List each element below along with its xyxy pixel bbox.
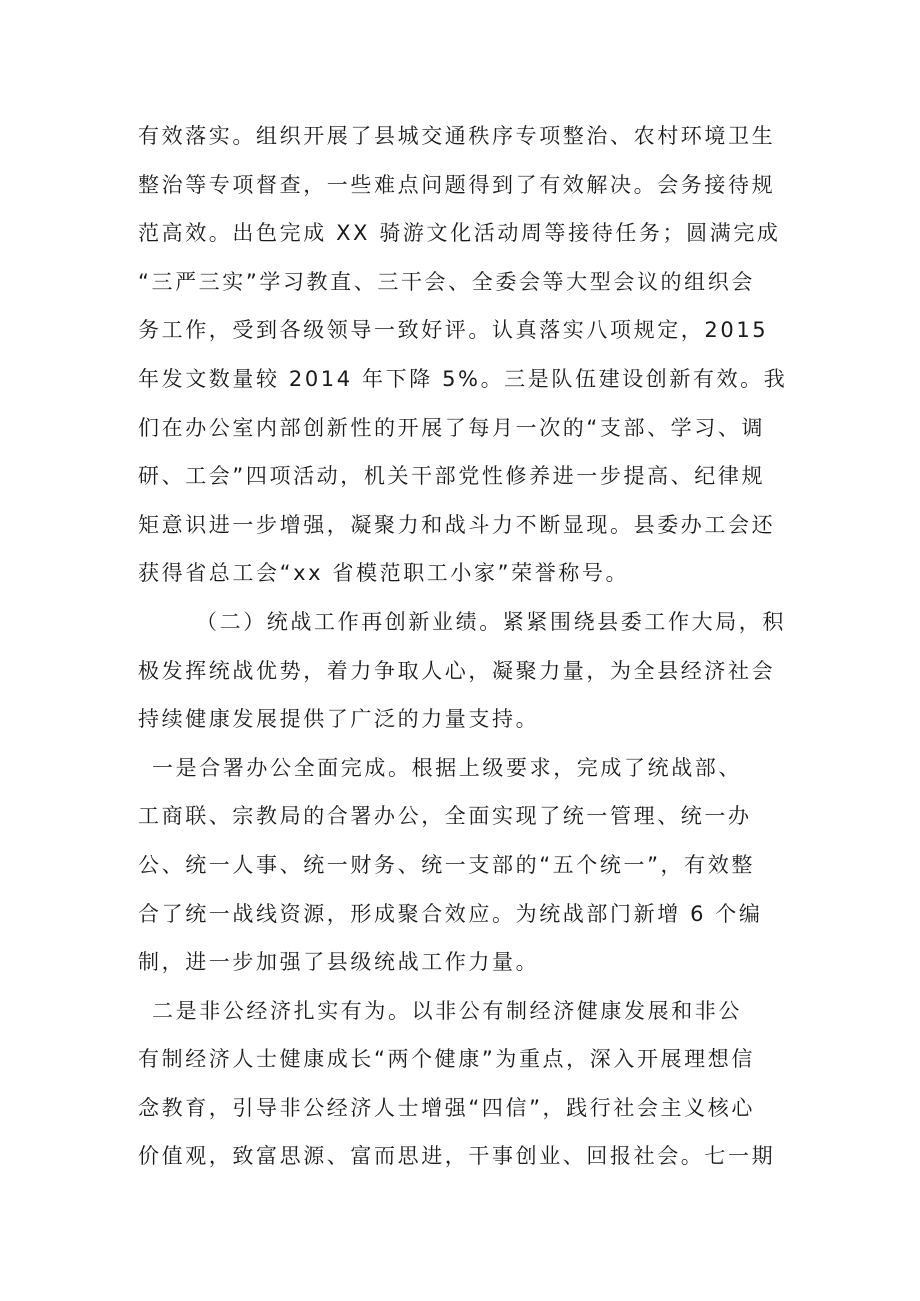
section-heading-line: （二）统战工作再创新业绩。紧紧围绕县委工作大局，积 <box>196 609 786 634</box>
text-line: 制，进一步加强了县级统战工作力量。 <box>138 950 540 975</box>
paragraph-united-front-heading <box>138 598 786 744</box>
text-line: 一是合署办公全面完成。根据上级要求，完成了统战部、 <box>152 755 742 780</box>
text-line: 工商联、宗教局的合署办公，全面实现了统一管理、统一办 <box>138 804 752 829</box>
text-line: 价值观，致富思源、富而思进，干事创业、回报社会。七一期 <box>138 1144 776 1169</box>
text-line: 获得省总工会“xx 省模范职工小家”荣誉称号。 <box>138 561 630 586</box>
paragraph-joint-office <box>138 744 768 987</box>
text-line: 矩意识进一步增强，凝聚力和战斗力不断显现。县委办工会还 <box>138 512 776 537</box>
text-line: 们在办公室内部创新性的开展了每月一次的“支部、学习、调 <box>138 415 766 440</box>
document-body <box>138 112 788 1181</box>
text-line: 研、工会”四项活动，机关干部党性修养进一步提高、纪律规 <box>138 464 766 489</box>
text-line: 范高效。出色完成 XX 骑游文化活动周等接待任务；圆满完成 <box>138 221 781 246</box>
text-line: 整治等专项督查，一些难点问题得到了有效解决。会务接待规 <box>138 172 776 197</box>
text-line: 极发挥统战优势，着力争取人心，凝聚力量，为全县经济社会 <box>138 658 776 683</box>
text-line: 合了统一战线资源，形成聚合效应。为统战部门新增 6 个编 <box>138 901 763 926</box>
text-line: 有制经济人士健康成长“两个健康”为重点，深入开展理想信 <box>138 1047 755 1072</box>
paragraph-office-work <box>138 112 788 598</box>
text-line: 持续健康发展提供了广泛的力量支持。 <box>138 707 540 732</box>
text-line: 有效落实。组织开展了县城交通秩序专项整治、农村环境卫生 <box>138 124 776 148</box>
text-line: 公、统一人事、统一财务、统一支部的“五个统一”，有效整 <box>138 852 755 877</box>
text-line: 二是非公经济扎实有为。以非公有制经济健康发展和非公 <box>152 998 742 1023</box>
text-line: 务工作，受到各级领导一致好评。认真落实八项规定，2015 <box>138 318 769 343</box>
text-line: 念教育，引导非公经济人士增强“四信”，践行社会主义核心 <box>138 1095 755 1120</box>
paragraph-non-public-economy <box>138 987 776 1181</box>
text-line: “三严三实”学习教直、三干会、全委会等大型会议的组织会 <box>138 269 755 294</box>
text-line: 年发文数量较 2014 年下降 5%。三是队伍建设创新有效。我 <box>138 366 788 391</box>
